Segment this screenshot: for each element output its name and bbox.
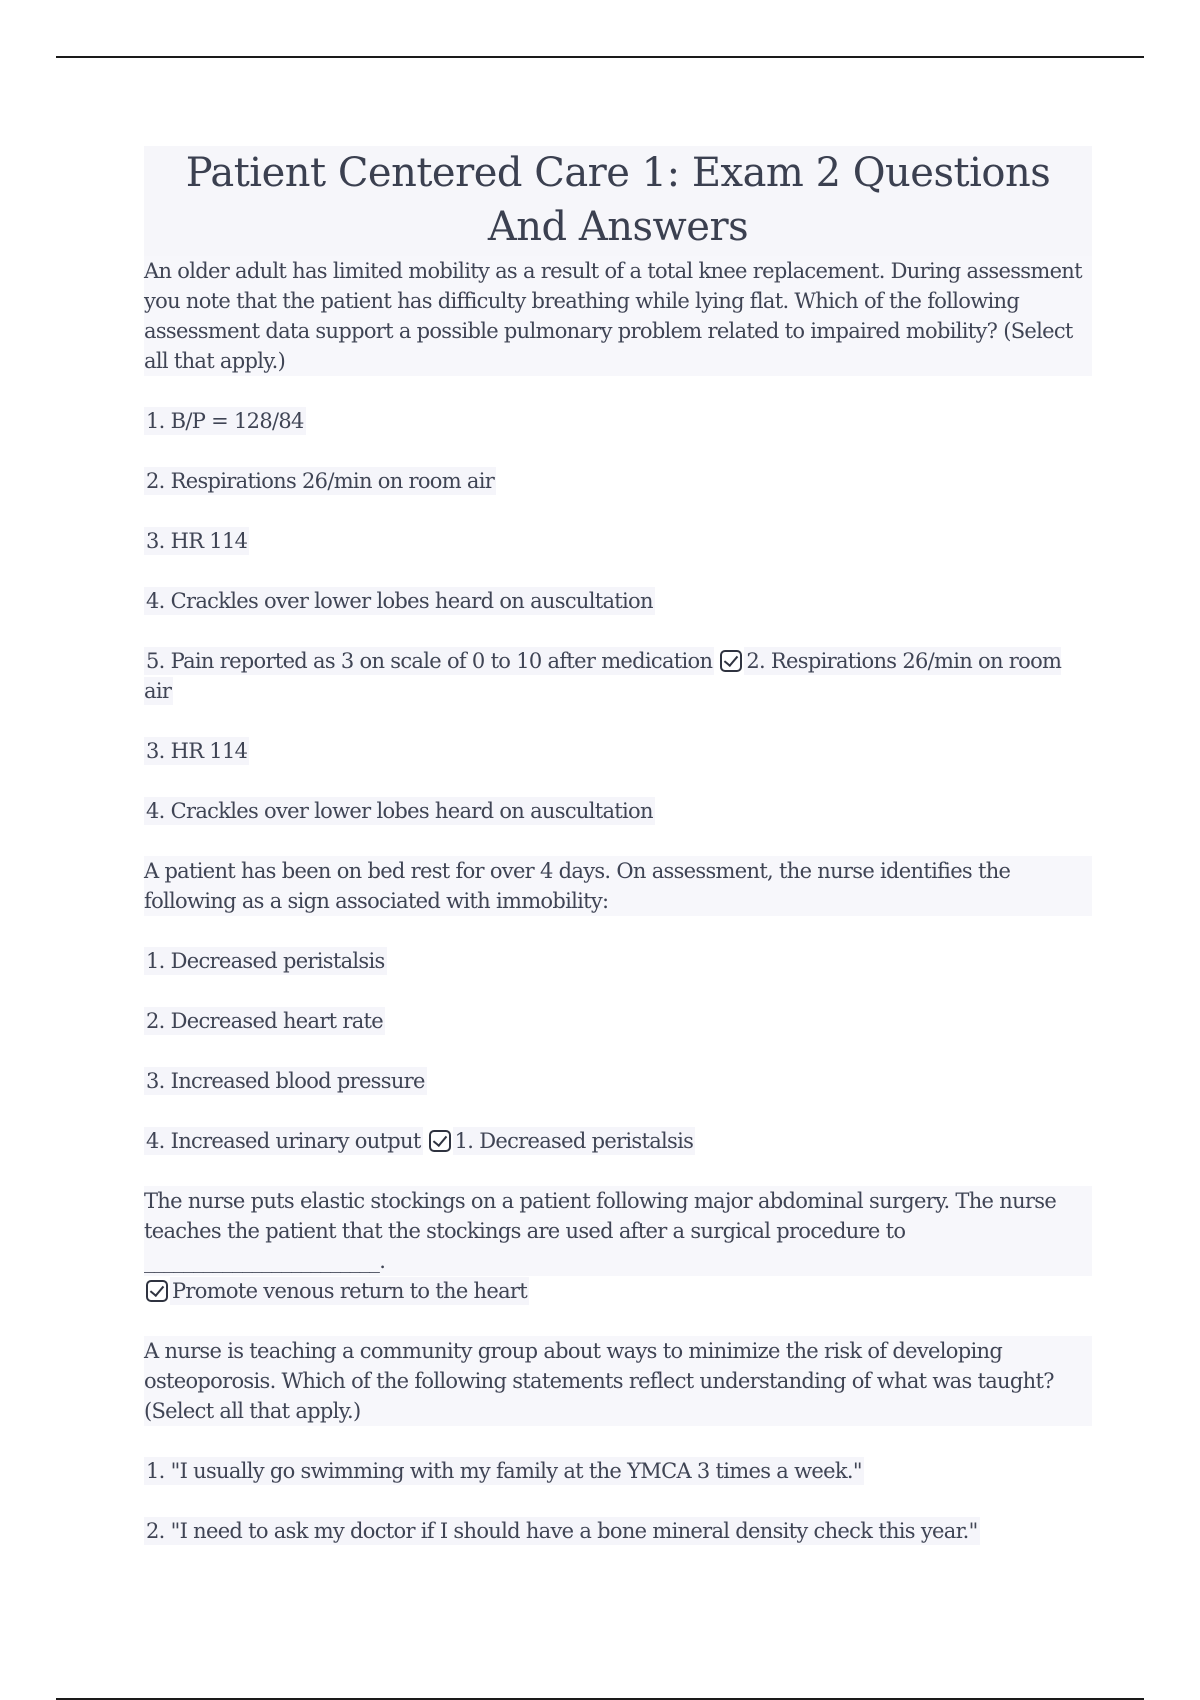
question-2-option-3: 3. Increased blood pressure (146, 1069, 425, 1093)
question-4-option-1: 1. "I usually go swimming with my family at the YMCA 3 times a week." (146, 1459, 862, 1483)
question-1-answer-3: 4. Crackles over lower lobes heard on auscultation (146, 799, 653, 823)
document-body (144, 146, 1092, 1546)
checkbox-icon (429, 1130, 451, 1152)
question-1-option-5-with-answer (144, 646, 1092, 706)
top-rule (56, 56, 1144, 58)
question-2-option-1: 1. Decreased peristalsis (146, 949, 385, 973)
question-2-option-4: 4. Increased urinary output (146, 1129, 421, 1153)
question-1-option-2: 2. Respirations 26/min on room air (146, 469, 495, 493)
question-1-stem: An older adult has limited mobility as a result of a total knee replacement. During assessment you note that the patient has difficulty breathing while lying flat. Which of the following assessment data support a possible pulmonary problem related to impaired mobility? (Select all that apply.) (144, 256, 1092, 376)
checkbox-icon (720, 650, 742, 672)
question-1-option-5: 5. Pain reported as 3 on scale of 0 to 10 after medication (146, 649, 713, 673)
question-2-answer: 1. Decreased peristalsis (454, 1129, 694, 1153)
question-1-option-1: 1. B/P = 128/84 (146, 409, 304, 433)
question-3-stem: The nurse puts elastic stockings on a patient following major abdominal surgery. The nurse teaches the patient that the stockings are used after a surgical procedure to ________________________. (144, 1186, 1092, 1276)
checkbox-icon (146, 1280, 168, 1302)
page-title: Patient Centered Care 1: Exam 2 Questions And Answers (144, 146, 1092, 256)
question-1-answer-1: 2. Respirations 26/min on room air (144, 649, 1062, 703)
question-3-answer-line (144, 1276, 1092, 1306)
question-2-option-4-with-answer (144, 1126, 1092, 1156)
question-1-answer-2: 3. HR 114 (146, 739, 248, 763)
question-3-answer: Promote venous return to the heart (172, 1279, 527, 1303)
question-2-stem: A patient has been on bed rest for over 4 days. On assessment, the nurse identifies the following as a sign associated with immobility: (144, 856, 1092, 916)
question-4-option-2: 2. "I need to ask my doctor if I should have a bone mineral density check this year." (146, 1519, 978, 1543)
question-1-option-3: 3. HR 114 (146, 529, 248, 553)
question-2-option-2: 2. Decreased heart rate (146, 1009, 383, 1033)
question-1-option-4: 4. Crackles over lower lobes heard on auscultation (146, 589, 653, 613)
question-4-stem: A nurse is teaching a community group about ways to minimize the risk of developing osteoporosis. Which of the following statements reflect understanding of what was taught? (Select all that apply.) (144, 1336, 1092, 1426)
